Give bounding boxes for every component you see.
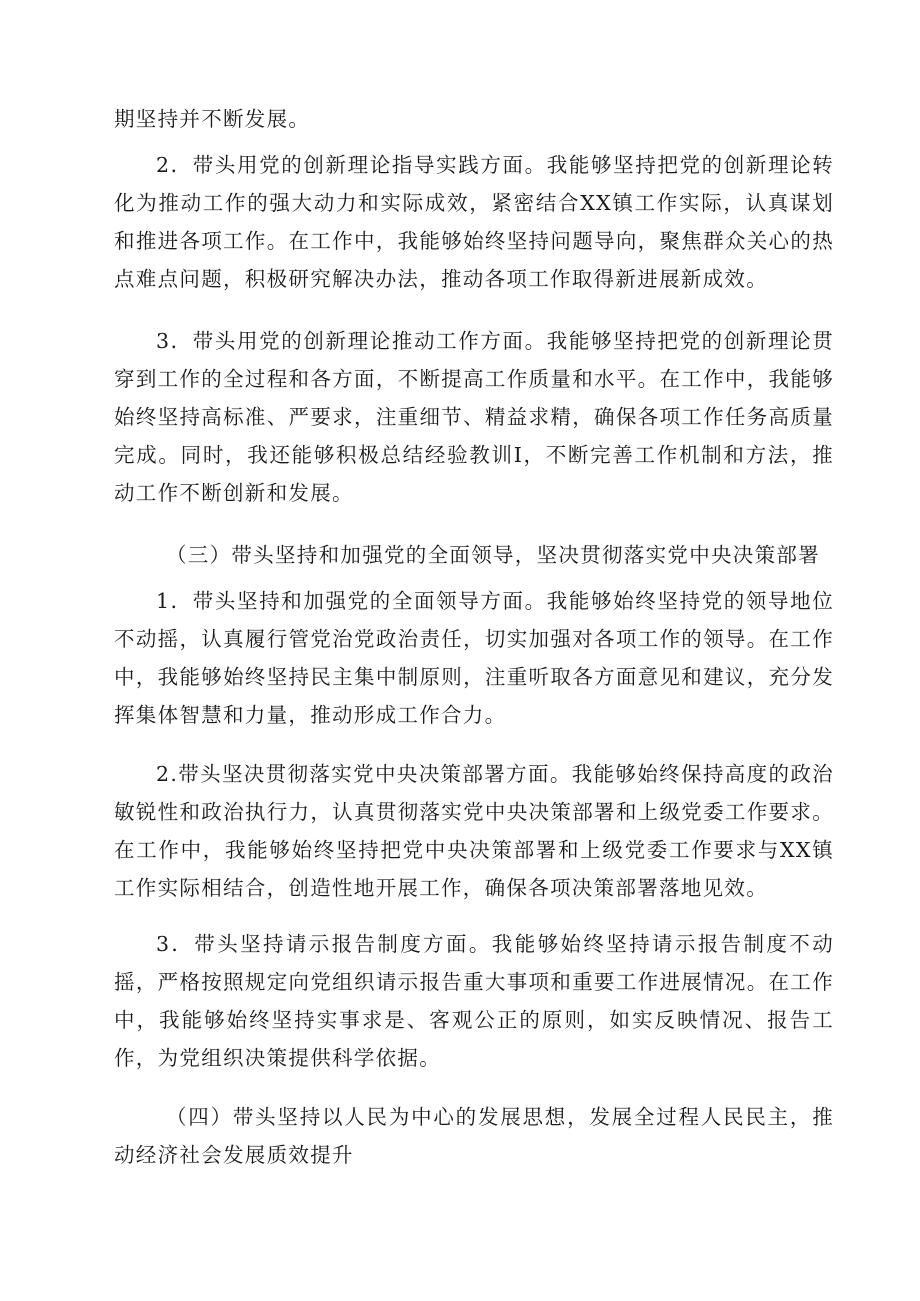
paragraph-item-2-practice: 2．带头用党的创新理论指导实践方面。我能够坚持把党的创新理论转化为推动工作的强大动力和实际成效，紧密结合XX镇工作实际，认真谋划和推进各项工作。在工作中，我能够始终坚持问题导向，聚焦群众关心的热点难点问题，积极研究解决办法，推动各项工作取得新进展新成效。 [114, 153, 834, 291]
section-heading-3: （三）带头坚持和加强党的全面领导，坚决贯彻落实党中央决策部署 [166, 543, 820, 567]
document-page [114, 0, 834, 1301]
paragraph-item-3-work: 3．带头用党的创新理论推动工作方面。我能够坚持把党的创新理论贯穿到工作的全过程和各方面，不断提高工作质量和水平。在工作中，我能够始终坚持高标准、严要求，注重细节、精益求精，确保各项工作任务高质量完成。同时，我还能够积极总结经验教训I，不断完善工作机制和方法，推动工作不断创新和发展。 [114, 329, 834, 505]
paragraph-item-1-leadership: 1．带头坚持和加强党的全面领导方面。我能够始终坚持党的领导地位不动摇，认真履行管党治党政治责任，切实加强对各项工作的领导。在工作中，我能够始终坚持民主集中制原则，注重听取各方面意见和建议，充分发挥集体智慧和力量，推动形成工作合力。 [114, 589, 834, 727]
section-heading-4: （四）带头坚持以人民为中心的发展思想，发展全过程人民民主，推动经济社会发展质效提升 [114, 1105, 834, 1167]
paragraph-item-3-reporting: 3．带头坚持请示报告制度方面。我能够始终坚持请示报告制度不动摇，严格按照规定向党组织请示报告重大事项和重要工作进展情况。在工作中，我能够始终坚持实事求是、客观公正的原则，如实反映情况、报告工作，为党组织决策提供科学依据。 [114, 932, 834, 1070]
paragraph-item-2-implementation: 2.带头坚决贯彻落实党中央决策部署方面。我能够始终保持高度的政治敏锐性和政治执行力，认真贯彻落实党中央决策部署和上级党委工作要求。在工作中，我能够始终坚持把党中央决策部署和上级党委工作要求与XX镇工作实际相结合，创造性地开展工作，确保各项决策部署落地见效。 [114, 762, 834, 900]
paragraph-continuation: 期坚持并不断发展。 [114, 107, 311, 131]
